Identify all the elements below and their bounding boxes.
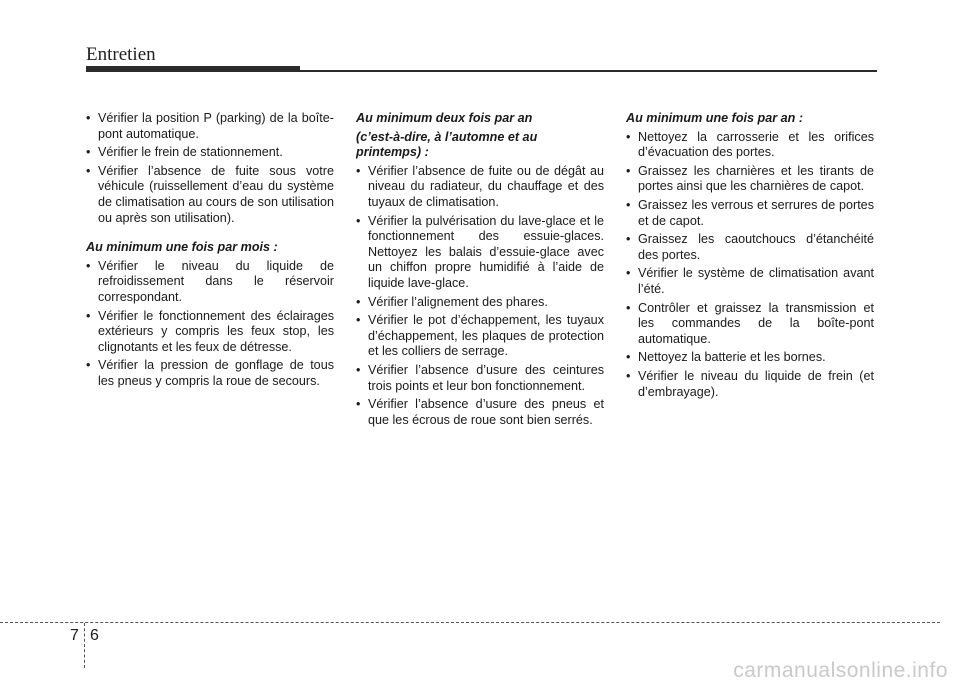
footer-divider [0,622,940,623]
list-item: • Graissez les caoutchoucs d’étanchéité des portes. [626,232,874,263]
bullet-list [86,111,334,226]
page-title: Entretien [86,44,156,65]
list-item: • Vérifier l’alignement des phares. [356,295,604,311]
column-1 [86,111,334,393]
list-item: • Vérifier le niveau du liquide de refroidissement dans le réservoir correspondant. [86,259,334,306]
list-item: • Vérifier l’absence de fuite sous votre véhicule (ruissellement d’eau du système de climatisation au cours de son utilisation ou après son utilisation). [86,164,334,226]
list-item: • Vérifier l’absence de fuite ou de dégât au niveau du radiateur, du chauffage et des tuyaux de climatisation. [356,164,604,211]
section-heading-twice-yearly-detail: (c’est-à-dire, à l’automne et au printemps) : [356,129,538,160]
list-item: • Vérifier l’absence d’usure des pneus et que les écrous de roue sont bien serrés. [356,397,604,428]
list-item: • Graissez les charnières et les tirants de portes ainsi que les charnières de capot. [626,164,874,195]
list-item: • Vérifier le frein de stationnement. [86,145,334,161]
list-item: • Nettoyez la batterie et les bornes. [626,350,874,366]
list-item: • Graissez les verrous et serrures de portes et de capot. [626,198,874,229]
bullet-list [626,130,874,401]
watermark: carmanualsonline.info [733,659,948,682]
column-2 [356,111,604,431]
list-item: • Vérifier le niveau du liquide de frein (et d’embrayage). [626,369,874,400]
section-heading-twice-yearly: Au minimum deux fois par an [356,111,533,125]
column-3 [626,111,874,403]
page-number: 6 [90,627,99,644]
footer-vertical-divider [84,623,85,668]
chapter-number: 7 [70,627,79,644]
section-heading-monthly: Au minimum une fois par mois : [86,240,278,255]
list-item: • Vérifier la pression de gonflage de tous les pneus y compris la roue de secours. [86,358,334,389]
list-item: • Contrôler et graissez la transmission et les commandes de la boîte-pont automatique. [626,301,874,348]
list-item: • Vérifier le pot d’échappement, les tuyaux d’échappement, les plaques de protection et les colliers de serrage. [356,313,604,360]
bullet-list [86,259,334,390]
list-item: • Vérifier le système de climatisation avant l’été. [626,266,874,297]
header-rule-thin [300,70,877,72]
header-rule-thick [86,66,300,72]
list-item: • Vérifier le fonctionnement des éclairages extérieurs y compris les feux stop, les clignotants et les feux de détresse. [86,309,334,356]
list-item: • Vérifier la pulvérisation du lave-glace et le fonctionnement des essuie-glaces. Nettoyez les balais d’essuie-glace avec un chiffon propre humidifié à l’aide de liquide lave-glace. [356,214,604,292]
list-item: • Vérifier la position P (parking) de la boîte-pont automatique. [86,111,334,142]
list-item: • Vérifier l’absence d’usure des ceintures trois points et leur bon fonctionnement. [356,363,604,394]
list-item: • Nettoyez la carrosserie et les orifices d’évacuation des portes. [626,130,874,161]
section-heading-yearly: Au minimum une fois par an : [626,111,804,125]
bullet-list [356,164,604,429]
